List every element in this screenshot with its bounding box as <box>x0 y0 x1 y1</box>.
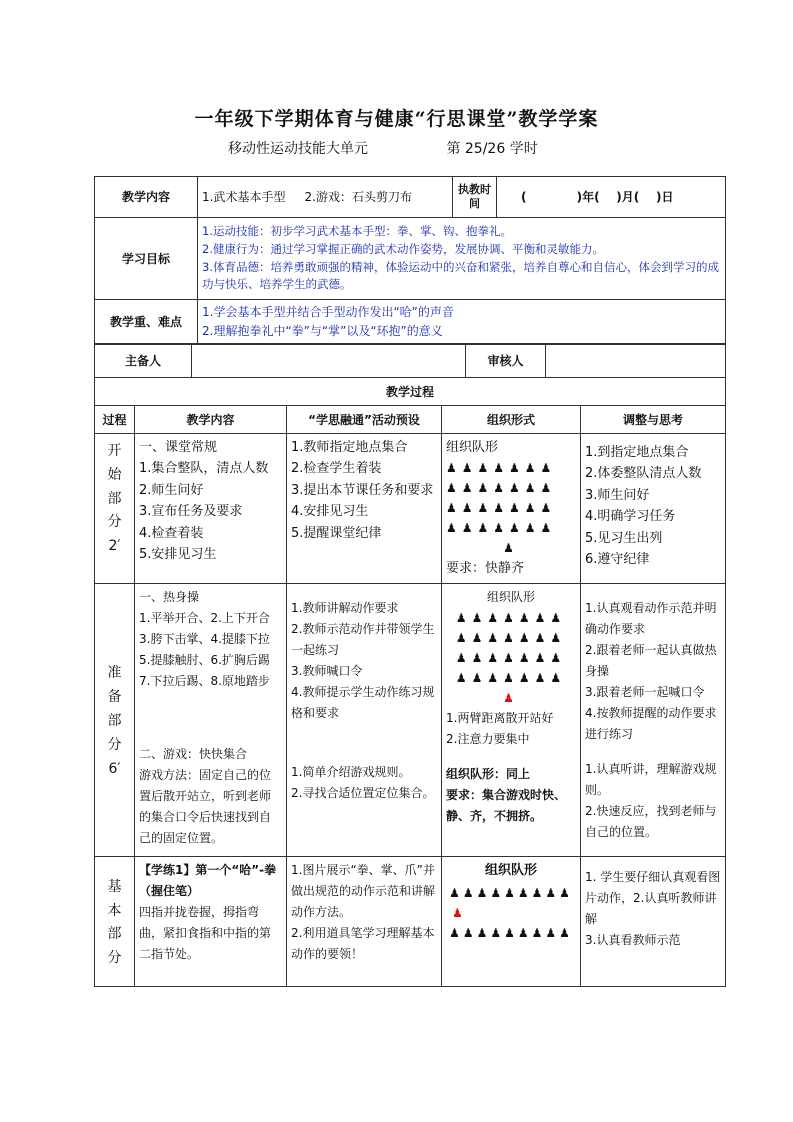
list-item: 2.体委整队清点人数 <box>585 466 702 482</box>
list-item: 3.跟着老师一起喊口令 <box>585 684 705 699</box>
key-label: 教学重、难点 <box>95 300 198 344</box>
formation-title: 组织队形 <box>446 440 499 455</box>
list-item: 1.平举开合、2.上下开合 <box>139 610 270 625</box>
formation-title: 组织队形 <box>484 862 537 878</box>
list-item: 3.师生问好 <box>585 487 650 503</box>
list-item: 1.集合整队，清点人数 <box>139 461 269 477</box>
list-item: 2.师生问好 <box>139 482 204 498</box>
formation-note: 要求：快静齐 <box>446 561 525 577</box>
list-item: 2.寻找合适位置定位集合。 <box>291 785 435 800</box>
formation-row-icon: ♟♟♟♟♟♟♟ <box>446 501 557 516</box>
list-item: 4.明确学习任务 <box>585 509 676 525</box>
list-item: 2.快速反应，找到老师与自己的位置。 <box>585 803 717 839</box>
preparer-label: 主备人 <box>95 345 192 378</box>
list-item: 3.教师喊口令 <box>291 663 363 678</box>
list-item: 4.检查着装 <box>139 525 204 541</box>
content-value: 1.武术基本手型 2.游戏：石头剪刀布 <box>198 177 453 218</box>
col-reflection: 调整与思考 <box>581 406 726 434</box>
basic-content <box>135 856 287 986</box>
practice-description: 四指并拢卷握，拇指弯曲，紧扣食指和中指的第二指节处。 <box>139 904 272 961</box>
list-item: 4.安排见习生 <box>291 504 369 520</box>
teacher-icon: ♟ <box>452 905 468 920</box>
list-item: 2.利用道具笔学习理解基本动作的要领！ <box>291 925 435 961</box>
list-item: 2.注意力要集中 <box>446 731 530 746</box>
list-item: 一、课堂常规 <box>139 440 218 455</box>
list-item: 1.认真观看动作示范并明确动作要求 <box>585 600 717 636</box>
teacher-icon: ♟ <box>503 541 519 556</box>
prep-content <box>135 583 287 856</box>
start-phase-label: 开 始 部 分 2′ <box>95 434 135 584</box>
col-organization: 组织形式 <box>442 406 581 434</box>
formation-row-icon: ♟♟♟♟♟♟♟ <box>455 650 567 665</box>
formation-row-icon: ♟♟♟♟♟♟♟♟♟ <box>449 925 573 940</box>
list-item: 4.教师提示学生动作练习规格和要求 <box>291 684 435 720</box>
col-phase: 过程 <box>95 406 135 434</box>
list-item: 3.认真看教师示范 <box>585 932 681 947</box>
list-item: 3.提出本节课任务和要求 <box>291 482 434 498</box>
list-item: 1.两臂距离散开站好 <box>446 710 554 725</box>
prep-activity <box>287 583 442 856</box>
page-title: 一年级下学期体育与健康“行思课堂”教学学案 <box>194 108 599 130</box>
prep-organization <box>442 583 581 856</box>
reviewer-value <box>546 345 726 378</box>
formation-row-icon: ♟♟♟♟♟♟♟ <box>455 630 567 645</box>
practice-heading: 【学练1】第一个“哈”-拳（握住笔） <box>139 862 277 898</box>
list-item: 4.按教师提醒的动作要求进行练习 <box>585 705 717 741</box>
list-item: 1.认真听讲，理解游戏规则。 <box>585 761 717 797</box>
col-content: 教学内容 <box>135 406 287 434</box>
list-item: 1. 学生要仔细认真观看图片动作，2.认真听教师讲解 <box>585 869 721 926</box>
list-item: 6.遵守纪律 <box>585 552 650 568</box>
basic-reflection <box>581 856 726 986</box>
goal-item: 1.运动技能：初步学习武术基本手型：拳、掌、钩、抱拳礼。 <box>202 223 512 238</box>
list-item: 2.跟着老师一起认真做热身操 <box>585 642 717 678</box>
key-item: 1.学会基本手型并结合手型动作发出“哈”的声音 <box>202 304 454 319</box>
list-item: 1.图片展示“拳、掌、爪”并做出规范的动作示范和讲解动作方法。 <box>291 862 436 919</box>
goal-item: 3.体育品德：培养勇敢顽强的精神，体验运动中的兴奋和紧张，培养自尊心和自信心，体会到学习的成功与快乐、培养学生的武德。 <box>202 259 719 292</box>
basic-organization <box>442 856 581 986</box>
teacher-icon: ♟ <box>503 690 519 705</box>
key-item: 2.理解抱拳礼中“拳”与“掌”以及“环抱”的意义 <box>202 323 443 338</box>
list-item: 5.提膝触肘、6.扩胸后踢 <box>139 652 270 667</box>
start-content <box>135 434 287 584</box>
basic-section-row <box>95 856 726 986</box>
start-section-row <box>95 434 726 584</box>
prep-reflection <box>581 583 726 856</box>
start-activity <box>287 434 442 584</box>
start-organization <box>442 434 581 584</box>
formation-row-icon: ♟♟♟♟♟♟♟ <box>455 610 567 625</box>
subtitle <box>228 138 538 158</box>
list-item: 5.提醒课堂纪律 <box>291 525 382 541</box>
time-label: 执教时间 <box>453 177 497 218</box>
list-item: 1.简单介绍游戏规则。 <box>291 764 411 779</box>
process-table <box>94 405 726 987</box>
list-item: 2.检查学生着装 <box>291 461 382 477</box>
list-item: 3.胯下击掌、4.提膝下拉 <box>139 631 270 646</box>
prep-phase-label: 准 备 部 分 6′ <box>95 583 135 856</box>
formation-row-icon: ♟♟♟♟♟♟♟ <box>446 461 557 476</box>
formation-row-icon: ♟♟♟♟♟♟♟ <box>446 521 557 536</box>
list-item: 组织队形：同上 <box>446 766 531 781</box>
list-item: 5.安排见习生 <box>139 547 217 563</box>
content-label: 教学内容 <box>95 177 198 218</box>
list-item: 1.到指定地点集合 <box>585 445 689 460</box>
list-item: 2.教师示范动作并带领学生一起练习 <box>291 621 435 657</box>
list-item: 5.见习生出列 <box>585 530 663 546</box>
info-table <box>94 176 726 344</box>
preparer-value <box>192 345 466 378</box>
staff-table <box>94 344 726 406</box>
list-item: 3.宣布任务及要求 <box>139 504 243 520</box>
process-label: 教学过程 <box>95 378 726 406</box>
key-list <box>198 300 726 344</box>
formation-row-icon: ♟♟♟♟♟♟♟ <box>446 481 557 496</box>
goals-list <box>198 218 726 300</box>
list-item: 1.教师讲解动作要求 <box>291 600 399 615</box>
basic-phase-label: 基 本 部 分 <box>95 856 135 986</box>
list-item: 要求：集合游戏时快、静、齐，不拥挤。 <box>446 787 567 823</box>
list-item: 二、游戏：快快集合 <box>139 746 248 761</box>
session-number: 第 25/26 学时 <box>446 141 538 157</box>
prep-section-row <box>95 583 726 856</box>
list-item: 游戏方法：固定自己的位置后散开站立，听到老师的集合口令后快速找到自己的固定位置。 <box>139 767 272 845</box>
col-activity: “学思融通”活动预设 <box>287 406 442 434</box>
formation-title: 组织队形 <box>486 589 535 604</box>
goals-label: 学习目标 <box>95 218 198 300</box>
reviewer-label: 审核人 <box>466 345 546 378</box>
basic-activity <box>287 856 442 986</box>
list-item: 7.下拉后踢、8.原地踏步 <box>139 673 270 688</box>
list-item: 1.教师指定地点集合 <box>291 440 408 455</box>
goal-item: 2.健康行为：通过学习掌握正确的武术动作姿势，发展协调、平衡和灵敏能力。 <box>202 241 604 256</box>
start-reflection <box>581 434 726 584</box>
formation-row-icon: ♟♟♟♟♟♟♟♟♟ <box>449 885 573 900</box>
list-item: 一、热身操 <box>139 589 200 604</box>
time-value: ( )年( )月( )日 <box>497 177 726 218</box>
unit-name: 移动性运动技能大单元 <box>228 141 368 157</box>
formation-row-icon: ♟♟♟♟♟♟♟ <box>455 670 567 685</box>
